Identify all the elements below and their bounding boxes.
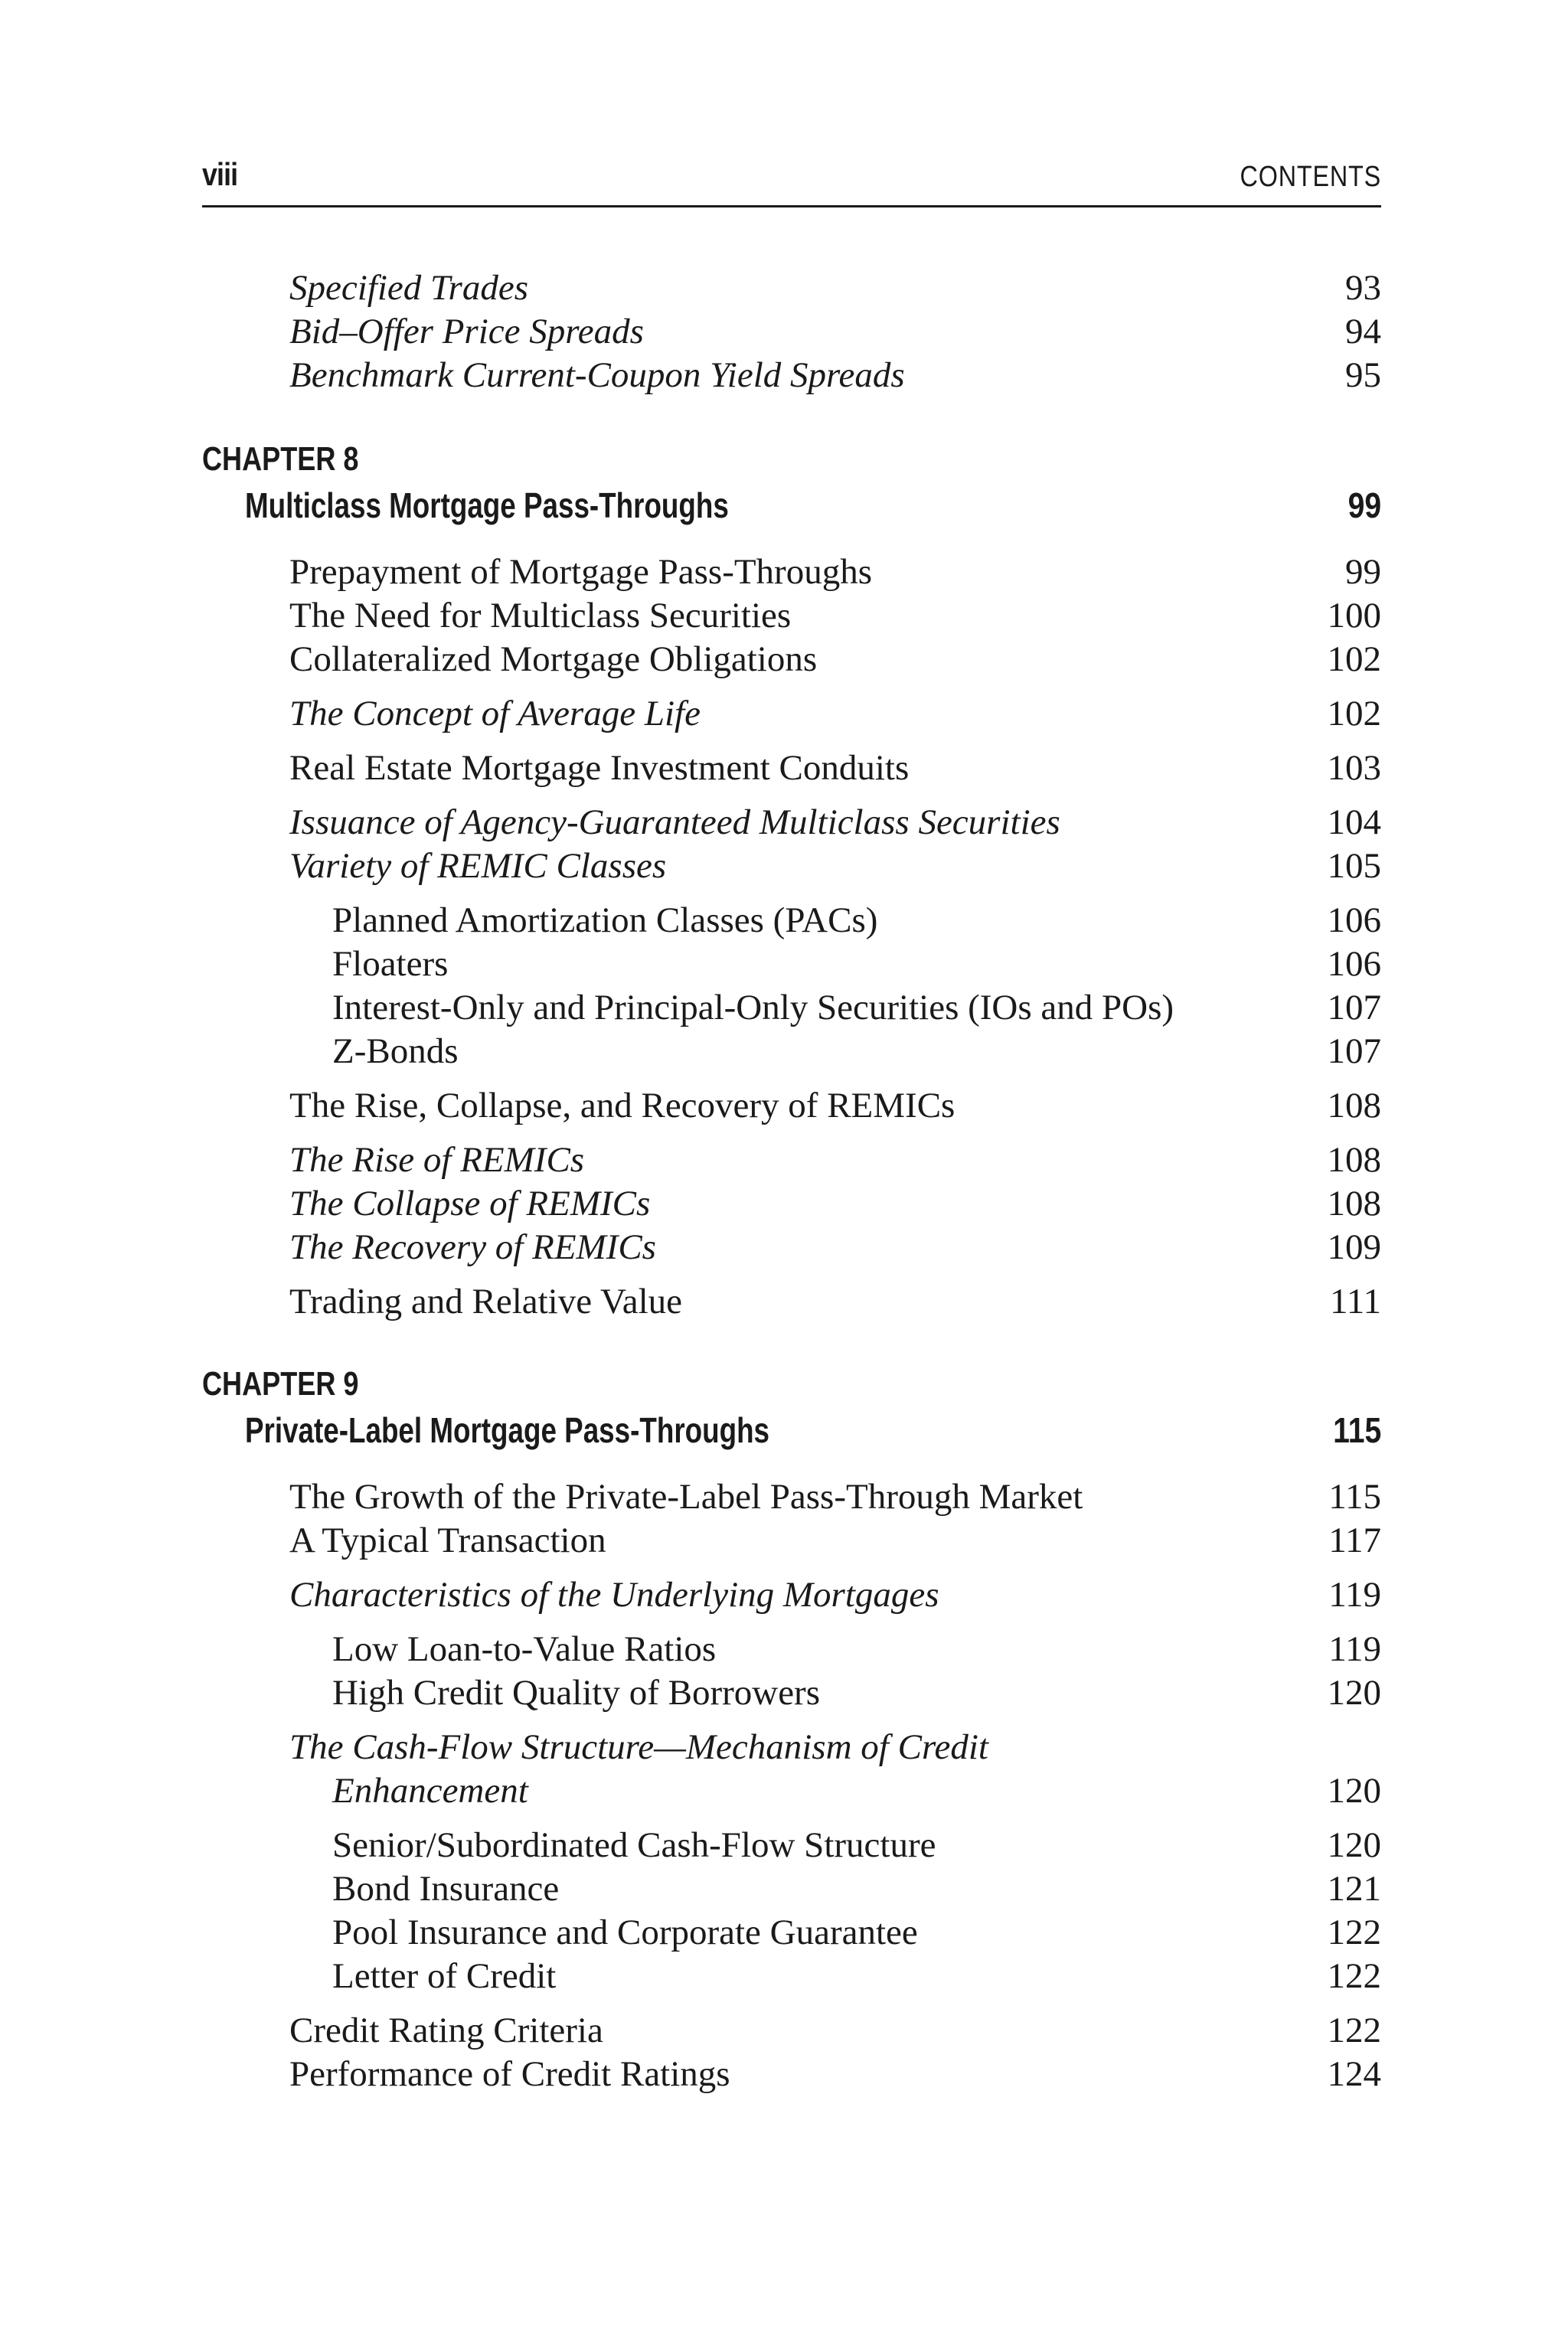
toc-entry	[0, 352, 1381, 398]
toc-entry-title: A Typical Transaction	[289, 1521, 606, 1560]
toc-entry	[0, 1474, 1381, 1520]
toc-entry-page: 102	[1327, 639, 1381, 679]
toc-entry	[0, 843, 1381, 889]
header-page-number: viii	[202, 156, 238, 192]
toc-entry-title: Floaters	[332, 944, 449, 984]
toc-entry	[0, 691, 1381, 737]
toc-entry	[0, 1953, 1381, 1999]
toc-entry-title: Real Estate Mortgage Investment Conduits	[289, 748, 910, 788]
toc-entry-page: 93	[1345, 268, 1381, 308]
toc-entry-page: 99	[1345, 552, 1381, 592]
toc-entry-page: 119	[1328, 1629, 1381, 1669]
toc-entry-title: Pool Insurance and Corporate Guarantee	[332, 1913, 918, 1952]
toc-entry-title: Planned Amortization Classes (PACs)	[332, 900, 878, 940]
toc-entry	[0, 1572, 1381, 1618]
toc-entry-title: Variety of REMIC Classes	[289, 846, 667, 886]
toc-entry	[0, 1909, 1381, 1955]
toc-entry-page: 95	[1345, 355, 1381, 395]
toc-entry-page: 122	[1327, 1913, 1381, 1952]
toc-entry-page: 100	[1327, 596, 1381, 635]
toc-entry-title: Z-Bonds	[332, 1031, 459, 1071]
toc-entry	[0, 897, 1381, 943]
toc-entry	[0, 1028, 1381, 1074]
toc-entry	[0, 985, 1381, 1031]
toc-entry	[0, 636, 1381, 682]
toc-entry-title: Senior/Subordinated Cash-Flow Structure	[332, 1825, 936, 1865]
toc-entry-page: 117	[1328, 1521, 1381, 1560]
toc-entry-page: 106	[1327, 900, 1381, 940]
chapter-page: 99	[1348, 485, 1381, 525]
toc-entry-page: 106	[1327, 944, 1381, 984]
toc-entry-title: The Recovery of REMICs	[289, 1227, 656, 1267]
chapter-label: CHAPTER 9	[202, 1365, 359, 1403]
header-section-title: CONTENTS	[1240, 161, 1381, 193]
chapter-label: CHAPTER 8	[202, 440, 359, 478]
toc-entry-page: 115	[1328, 1477, 1381, 1517]
toc-entry-title: High Credit Quality of Borrowers	[332, 1673, 821, 1713]
running-header	[202, 153, 1381, 207]
toc-entry	[0, 1517, 1381, 1563]
toc-entry-title: Letter of Credit	[332, 1956, 557, 1996]
toc-entry	[0, 1626, 1381, 1672]
toc-entry-page: 107	[1327, 988, 1381, 1027]
toc-entry	[0, 2051, 1381, 2097]
toc-entry-page: 120	[1327, 1825, 1381, 1865]
toc-entry	[0, 1137, 1381, 1183]
toc-entry	[0, 1724, 1381, 1770]
toc-entry-page: 108	[1327, 1140, 1381, 1180]
toc-entry	[0, 1670, 1381, 1716]
toc-entry-page: 120	[1327, 1771, 1381, 1811]
toc-entry	[0, 1822, 1381, 1868]
toc-entry-title: The Growth of the Private-Label Pass-Through Market	[289, 1477, 1083, 1517]
toc-entry	[0, 1181, 1381, 1227]
toc-entry-title: The Cash-Flow Structure—Mechanism of Credit	[289, 1727, 988, 1767]
toc-entry-page: 122	[1327, 1956, 1381, 1996]
toc-entry	[0, 2007, 1381, 2053]
toc-entry-title: Issuance of Agency-Guaranteed Multiclass Securities	[289, 802, 1060, 842]
toc-entry-title: The Rise of REMICs	[289, 1140, 585, 1180]
toc-entry-title: Performance of Credit Ratings	[289, 2054, 730, 2094]
toc-entry-page: 108	[1327, 1184, 1381, 1223]
toc-entry-title: Prepayment of Mortgage Pass-Throughs	[289, 552, 872, 592]
toc-entry	[0, 265, 1381, 311]
toc-entry-continuation	[0, 1768, 1381, 1814]
toc-entry	[0, 1866, 1381, 1912]
chapter-page: 115	[1332, 1410, 1381, 1450]
toc-entry	[0, 309, 1381, 354]
toc-entry-title: Collateralized Mortgage Obligations	[289, 639, 818, 679]
toc-entry	[0, 1083, 1381, 1129]
toc-entry-page: 124	[1327, 2054, 1381, 2094]
toc-entry-title: Low Loan-to-Value Ratios	[332, 1629, 717, 1669]
chapter-heading	[0, 482, 1381, 528]
toc-entry-title: The Collapse of REMICs	[289, 1184, 651, 1223]
toc-entry-title: The Rise, Collapse, and Recovery of REMICs	[289, 1086, 956, 1125]
toc-entry	[0, 799, 1381, 845]
toc-entry-page: 111	[1329, 1282, 1381, 1321]
chapter-title: Private-Label Mortgage Pass-Throughs	[245, 1410, 770, 1450]
toc-entry-title: Credit Rating Criteria	[289, 2011, 603, 2050]
toc-entry-page: 105	[1327, 846, 1381, 886]
toc-entry	[0, 745, 1381, 791]
toc-entry-title: Trading and Relative Value	[289, 1282, 683, 1321]
toc-entry-page: 104	[1327, 802, 1381, 842]
toc-entry-title: Interest-Only and Principal-Only Securities (IOs and POs)	[332, 988, 1174, 1027]
toc-entry-page: 102	[1327, 694, 1381, 733]
toc-entry-page: 120	[1327, 1673, 1381, 1713]
toc-entry	[0, 1224, 1381, 1270]
toc-entry-title: Specified Trades	[289, 268, 528, 308]
toc-entry-page: 109	[1327, 1227, 1381, 1267]
toc-entry-page: 121	[1327, 1869, 1381, 1909]
toc-entry-title: Bid–Offer Price Spreads	[289, 312, 644, 351]
toc-entry-page: 108	[1327, 1086, 1381, 1125]
toc-entry-title: Bond Insurance	[332, 1869, 560, 1909]
toc-entry	[0, 593, 1381, 639]
toc-entry	[0, 1279, 1381, 1325]
toc-entry-page: 122	[1327, 2011, 1381, 2050]
toc-entry-page: 119	[1328, 1575, 1381, 1615]
toc-entry-page: 107	[1327, 1031, 1381, 1071]
toc-entry-title: Enhancement	[332, 1771, 528, 1811]
toc-entry-title: Benchmark Current-Coupon Yield Spreads	[289, 355, 905, 395]
toc-entry	[0, 941, 1381, 987]
toc-entry-title: The Concept of Average Life	[289, 694, 701, 733]
toc-entry-title: Characteristics of the Underlying Mortgages	[289, 1575, 939, 1615]
chapter-heading	[0, 1407, 1381, 1453]
toc-entry-title: The Need for Multiclass Securities	[289, 596, 792, 635]
toc-entry-page: 94	[1345, 312, 1381, 351]
toc-entry	[0, 549, 1381, 595]
toc-entry-page: 103	[1327, 748, 1381, 788]
chapter-title: Multiclass Mortgage Pass-Throughs	[245, 485, 729, 525]
